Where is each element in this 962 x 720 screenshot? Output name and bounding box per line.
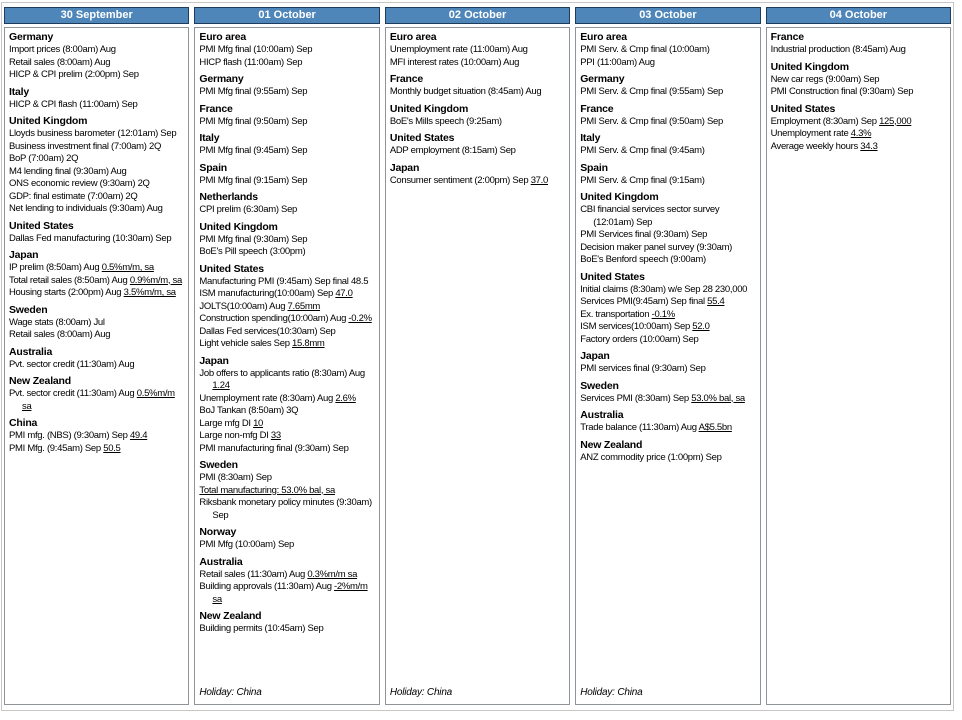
event-item [199, 539, 375, 552]
event-text: PMI Mfg final (9:30am) Sep [199, 233, 308, 245]
holiday-note: Holiday: China [580, 687, 643, 698]
country-name: Sweden [199, 459, 238, 471]
event-text: Dallas Fed services(10:30am) Sep [199, 325, 336, 337]
event-item [199, 443, 375, 456]
event-text: Retail sales (11:30am) Aug [199, 568, 308, 580]
event-text: BoJ Tankan (8:50am) 3Q [199, 405, 299, 416]
event-text: PMI Mfg final (9:55am) Sep [199, 86, 308, 97]
country-section [199, 73, 375, 99]
event-item [199, 57, 375, 70]
country-name: Spain [580, 161, 608, 174]
event-text: HICP & CPI flash (11:00am) Sep [9, 98, 138, 110]
event-value-underlined: 2.6% [335, 392, 356, 404]
event-text: HICP & CPI prelim (2:00pm) Sep [9, 69, 139, 80]
event-item [9, 191, 185, 204]
event-value-underlined: A$5.5bn [698, 422, 732, 433]
event-value-underlined: 50.5 [103, 442, 121, 454]
country-section [771, 61, 947, 99]
country-name: United Kingdom [770, 60, 849, 73]
event-item [9, 443, 185, 456]
event-value-underlined: 7.65mm [287, 300, 321, 312]
event-item [580, 204, 756, 229]
event-text: HICP flash (11:00am) Sep [199, 56, 303, 68]
event-item [9, 287, 185, 300]
country-section [199, 162, 375, 188]
country-section [9, 86, 185, 112]
event-text: Lloyds business barometer (12:01am) Sep [9, 128, 177, 139]
event-item [9, 178, 185, 191]
country-section [199, 610, 375, 636]
event-text: Consumer sentiment (2:00pm) Sep [389, 174, 531, 186]
event-item [199, 581, 375, 606]
event-text: PMI Construction final (9:30am) Sep [770, 86, 914, 97]
event-text: PMI Mfg final (9:15am) Sep [199, 174, 308, 186]
country-name: Sweden [580, 379, 619, 392]
holiday-note: Holiday: China [389, 687, 453, 698]
event-text: BoE's Pill speech (3:00pm) [199, 246, 306, 257]
event-text: ISM services(10:00am) Sep [580, 321, 693, 332]
event-text: Decision maker panel survey (9:30am) [580, 241, 733, 253]
event-item [580, 145, 756, 158]
country-section [390, 103, 566, 129]
event-text: Net lending to individuals (9:30am) Aug [9, 203, 163, 214]
day-column [194, 7, 379, 705]
event-value-underlined: 10 [253, 417, 264, 429]
event-text: IP prelim (8:50am) Aug [9, 262, 102, 273]
event-item [580, 242, 756, 255]
event-text: PMI services final (9:30am) Sep [580, 363, 706, 374]
country-name: New Zealand [9, 375, 71, 387]
event-item [9, 153, 185, 166]
event-text: PMI Serv. & Cmp final (9:15am) [580, 174, 705, 186]
event-item [580, 254, 756, 267]
country-section [580, 162, 756, 188]
country-section [199, 191, 375, 217]
event-item [199, 288, 375, 301]
event-text: Ex. transportation [580, 308, 652, 320]
day-header: 03 October [575, 7, 760, 24]
country-name: Australia [580, 409, 624, 421]
country-name: Japan [580, 350, 610, 362]
country-section [199, 103, 375, 129]
country-name: Euro area [580, 31, 627, 43]
country-name: Spain [199, 161, 227, 174]
country-section [199, 556, 375, 607]
event-text: Total retail sales (8:50am) Aug [9, 274, 130, 286]
country-name: Japan [199, 354, 229, 367]
event-text: Initial claims (8:30am) w/e Sep 28 230,000 [580, 283, 748, 295]
event-text: Retail sales (8:00am) Aug [9, 56, 111, 68]
event-text: Large non-mfg DI [199, 430, 271, 441]
event-text: Factory orders (10:00am) Sep [580, 333, 699, 345]
event-text: Unemployment rate (11:00am) Aug [389, 44, 528, 55]
country-section [580, 191, 756, 267]
country-name: Australia [199, 555, 243, 568]
event-text: Industrial production (8:45am) Aug [770, 44, 906, 55]
event-text: PMI Serv. & Cmp final (9:45am) [580, 145, 705, 156]
event-item [199, 623, 375, 636]
country-name: Euro area [389, 31, 437, 43]
event-value-underlined: -2%m/m sa [212, 581, 368, 605]
event-item [580, 334, 756, 347]
country-section [580, 73, 756, 99]
event-text: Average weekly hours [770, 140, 861, 152]
event-text: M4 lending final (9:30am) Aug [9, 165, 127, 177]
day-body [385, 27, 570, 705]
event-text: Pvt. sector credit (11:30am) Aug [9, 388, 137, 399]
country-name: New Zealand [199, 610, 262, 622]
event-value-underlined: Total manufacturing: 53.0% bal, sa [199, 484, 335, 496]
country-name: Norway [199, 526, 237, 538]
event-text: Services PMI(9:45am) Sep final [580, 296, 708, 307]
country-name: France [770, 31, 804, 43]
event-item [199, 430, 375, 443]
country-name: Japan [389, 161, 420, 174]
country-section [199, 221, 375, 259]
event-text: PMI Serv. & Cmp final (9:50am) Sep [580, 115, 723, 127]
event-text: PMI Mfg (10:00am) Sep [199, 539, 294, 550]
event-item [199, 472, 375, 485]
event-text: ANZ commodity price (1:00pm) Sep [580, 451, 722, 463]
event-item [199, 393, 375, 406]
event-text: Trade balance (11:30am) Aug [580, 422, 699, 433]
event-item [771, 74, 947, 87]
event-item [9, 99, 185, 112]
event-item [580, 452, 756, 465]
event-value-underlined: 53.0% bal, sa [691, 392, 745, 404]
country-name: United Kingdom [580, 191, 659, 203]
event-item [9, 275, 185, 288]
event-text: PMI Mfg final (10:00am) Sep [199, 44, 313, 55]
event-text: Manufacturing PMI (9:45am) Sep final 48.5 [199, 275, 369, 287]
event-text: CBI financial services sector survey (12:01am) Sep [580, 204, 720, 228]
event-item [9, 329, 185, 342]
event-text: ONS economic review (9:30am) 2Q [9, 178, 150, 189]
event-item [390, 57, 566, 70]
event-text: MFI interest rates (10:00am) Aug [389, 56, 520, 68]
event-text: GDP: final estimate (7:00am) 2Q [9, 190, 138, 202]
day-column [385, 7, 570, 705]
event-text: Large mfg DI [199, 417, 254, 429]
event-item [199, 368, 375, 393]
event-text: PPI (11:00am) Aug [580, 56, 655, 68]
event-value-underlined: 34.3 [860, 140, 878, 152]
event-item [199, 116, 375, 129]
event-item [9, 44, 185, 57]
event-item [199, 234, 375, 247]
event-text: Unemployment rate (8:30am) Aug [199, 392, 336, 404]
event-text: Business investment final (7:00am) 2Q [9, 140, 162, 152]
event-item [580, 321, 756, 334]
event-text: Import prices (8:00am) Aug [9, 44, 116, 55]
holiday-note: Holiday: China [199, 687, 262, 698]
country-name: Netherlands [199, 191, 258, 203]
event-text: Services PMI (8:30am) Sep [580, 392, 692, 404]
country-section [580, 132, 756, 158]
event-text: Retail sales (8:00am) Aug [9, 329, 111, 340]
country-name: United States [389, 132, 455, 144]
country-name: United States [9, 219, 74, 232]
event-item [580, 393, 756, 406]
event-value-underlined: 49.4 [129, 430, 148, 441]
event-value-underlined: 1.24 [212, 380, 230, 391]
event-item [580, 57, 756, 70]
event-item [580, 116, 756, 129]
day-column [766, 7, 951, 705]
day-column [4, 7, 189, 705]
country-name: France [580, 102, 614, 115]
country-section [9, 304, 185, 342]
country-name: Italy [199, 132, 220, 144]
event-value-underlined: 0.3%m/m sa [307, 568, 358, 580]
event-item [199, 569, 375, 582]
event-text: Pvt. sector credit (11:30am) Aug [9, 358, 135, 370]
event-item [199, 497, 375, 522]
country-section [199, 132, 375, 158]
calendar-table-frame [1, 2, 954, 711]
country-name: United States [199, 262, 264, 275]
country-section [580, 439, 756, 465]
event-text: PMI mfg. (NBS) (9:30am) Sep [9, 430, 130, 441]
country-section [9, 375, 185, 413]
day-body [4, 27, 189, 705]
country-name: Germany [9, 31, 54, 43]
event-item [580, 422, 756, 435]
country-section [199, 355, 375, 456]
event-item [9, 69, 185, 82]
event-text: Building approvals (11:30am) Aug [199, 581, 335, 592]
event-text: JOLTS(10:00am) Aug [199, 300, 288, 312]
country-section [9, 249, 185, 300]
event-text: Job offers to applicants ratio (8:30am) Aug [199, 367, 365, 379]
event-item [199, 204, 375, 217]
day-body [194, 27, 379, 705]
event-item [390, 116, 566, 129]
event-text: PMI Services final (9:30am) Sep [580, 229, 708, 240]
country-name: Japan [9, 249, 39, 261]
country-name: United States [770, 102, 836, 115]
day-body [766, 27, 951, 705]
country-name: New Zealand [580, 438, 643, 451]
country-section [390, 132, 566, 158]
event-item [9, 317, 185, 330]
country-section [9, 115, 185, 216]
event-text: Building permits (10:45am) Sep [199, 623, 324, 634]
event-text: BoE's Mills speech (9:25am) [389, 115, 502, 127]
event-text: PMI Mfg. (9:45am) Sep [9, 442, 104, 454]
event-value-underlined: -0.2% [348, 313, 372, 324]
event-text: New car regs (9:00am) Sep [770, 73, 880, 85]
country-section [771, 31, 947, 57]
event-item [9, 203, 185, 216]
country-section [580, 409, 756, 435]
country-name: Italy [9, 85, 30, 98]
event-item [580, 86, 756, 99]
event-item [199, 338, 375, 351]
country-section [771, 103, 947, 154]
country-name: Euro area [199, 31, 247, 43]
event-item [199, 44, 375, 57]
event-item [199, 418, 375, 431]
event-value-underlined: -0.1% [651, 308, 675, 320]
event-item [199, 145, 375, 158]
country-section [199, 459, 375, 522]
event-value-underlined: 33 [270, 430, 281, 441]
day-header: 02 October [385, 7, 570, 24]
event-item [9, 388, 185, 413]
country-section [580, 271, 756, 347]
event-value-underlined: 37.0 [530, 174, 548, 186]
event-value-underlined: 3.5%m/m, sa [123, 287, 176, 298]
event-item [771, 128, 947, 141]
country-name: United Kingdom [389, 102, 469, 115]
country-section [390, 162, 566, 188]
country-section [580, 380, 756, 406]
country-name: Germany [199, 73, 244, 85]
event-text: ISM manufacturing(10:00am) Sep [199, 288, 336, 299]
country-name: United States [580, 270, 645, 283]
event-item [9, 128, 185, 141]
day-header: 01 October [194, 7, 379, 24]
event-text: Light vehicle sales Sep [199, 338, 293, 349]
event-text: BoP (7:00am) 2Q [9, 153, 79, 164]
event-text: PMI Serv. & Cmp final (10:00am) [580, 44, 710, 55]
event-item [199, 86, 375, 99]
event-value-underlined: 0.5%m/m sa [22, 388, 175, 412]
event-item [199, 326, 375, 339]
country-name: United Kingdom [9, 115, 88, 127]
event-item [771, 116, 947, 129]
country-name: United Kingdom [199, 220, 278, 233]
event-item [580, 296, 756, 309]
event-text: Dallas Fed manufacturing (10:30am) Sep [9, 232, 172, 244]
event-item [580, 309, 756, 322]
country-section [199, 263, 375, 351]
country-section [9, 346, 185, 372]
day-header: 04 October [766, 7, 951, 24]
event-text: PMI Mfg final (9:45am) Sep [199, 145, 308, 156]
event-item [390, 175, 566, 188]
event-item [199, 485, 375, 498]
event-text: Construction spending(10:00am) Aug [199, 313, 349, 324]
event-item [199, 246, 375, 259]
event-item [199, 175, 375, 188]
event-item [580, 363, 756, 376]
event-text: CPI prelim (6:30am) Sep [199, 204, 298, 215]
event-text: Wage stats (8:00am) Jul [9, 316, 105, 328]
event-text: BoE's Benford speech (9:00am) [580, 254, 706, 265]
country-name: France [389, 73, 424, 85]
day-body [575, 27, 760, 705]
event-item [771, 44, 947, 57]
event-item [580, 175, 756, 188]
event-value-underlined: 15.8mm [292, 338, 325, 349]
event-item [199, 301, 375, 314]
country-section [9, 31, 185, 82]
event-value-underlined: 0.5%m/m, sa [101, 262, 154, 273]
event-text: PMI Mfg final (9:50am) Sep [199, 115, 308, 127]
country-section [390, 73, 566, 99]
country-name: France [199, 102, 233, 115]
event-text: Monthly budget situation (8:45am) Aug [389, 86, 542, 97]
event-item [580, 229, 756, 242]
event-item [9, 166, 185, 179]
event-text: Housing starts (2:00pm) Aug [9, 287, 124, 298]
event-item [9, 233, 185, 246]
country-section [199, 526, 375, 552]
event-value-underlined: 47.0 [335, 288, 353, 299]
event-item [771, 141, 947, 154]
event-item [580, 284, 756, 297]
country-section [580, 31, 756, 69]
country-name: Germany [580, 73, 625, 85]
event-value-underlined: 0.9%m/m, sa [129, 274, 182, 286]
event-item [9, 359, 185, 372]
event-item [771, 86, 947, 99]
event-item [9, 141, 185, 154]
event-value-underlined: 4.3% [850, 128, 872, 139]
day-column [575, 7, 760, 705]
event-text: PMI manufacturing final (9:30am) Sep [199, 442, 349, 454]
event-text: PMI Serv. & Cmp final (9:55am) Sep [580, 86, 723, 97]
event-item [199, 405, 375, 418]
country-name: Italy [580, 132, 601, 144]
event-item [390, 145, 566, 158]
event-item [390, 86, 566, 99]
event-text: ADP employment (8:15am) Sep [389, 145, 516, 156]
country-section [199, 31, 375, 69]
event-item [9, 57, 185, 70]
event-item [9, 430, 185, 443]
country-name: Australia [9, 345, 53, 358]
event-item [390, 44, 566, 57]
country-section [580, 103, 756, 129]
event-text: PMI (8:30am) Sep [199, 472, 272, 483]
event-item [199, 313, 375, 326]
event-value-underlined: 52.0 [692, 321, 710, 332]
day-header: 30 September [4, 7, 189, 24]
calendar-columns [4, 7, 951, 705]
country-section [580, 350, 756, 376]
event-text: Unemployment rate [770, 128, 851, 139]
event-item [199, 276, 375, 289]
event-item [9, 262, 185, 275]
country-section [9, 220, 185, 246]
country-name: Sweden [9, 303, 48, 316]
country-name: China [9, 417, 38, 429]
country-section [390, 31, 566, 69]
event-text: Riksbank monetary policy minutes (9:30am) Sep [199, 497, 372, 521]
event-value-underlined: 55.4 [707, 296, 725, 307]
event-item [580, 44, 756, 57]
event-value-underlined: 125,000 [879, 115, 912, 127]
country-section [9, 417, 185, 455]
event-text: Employment (8:30am) Sep [770, 115, 880, 127]
